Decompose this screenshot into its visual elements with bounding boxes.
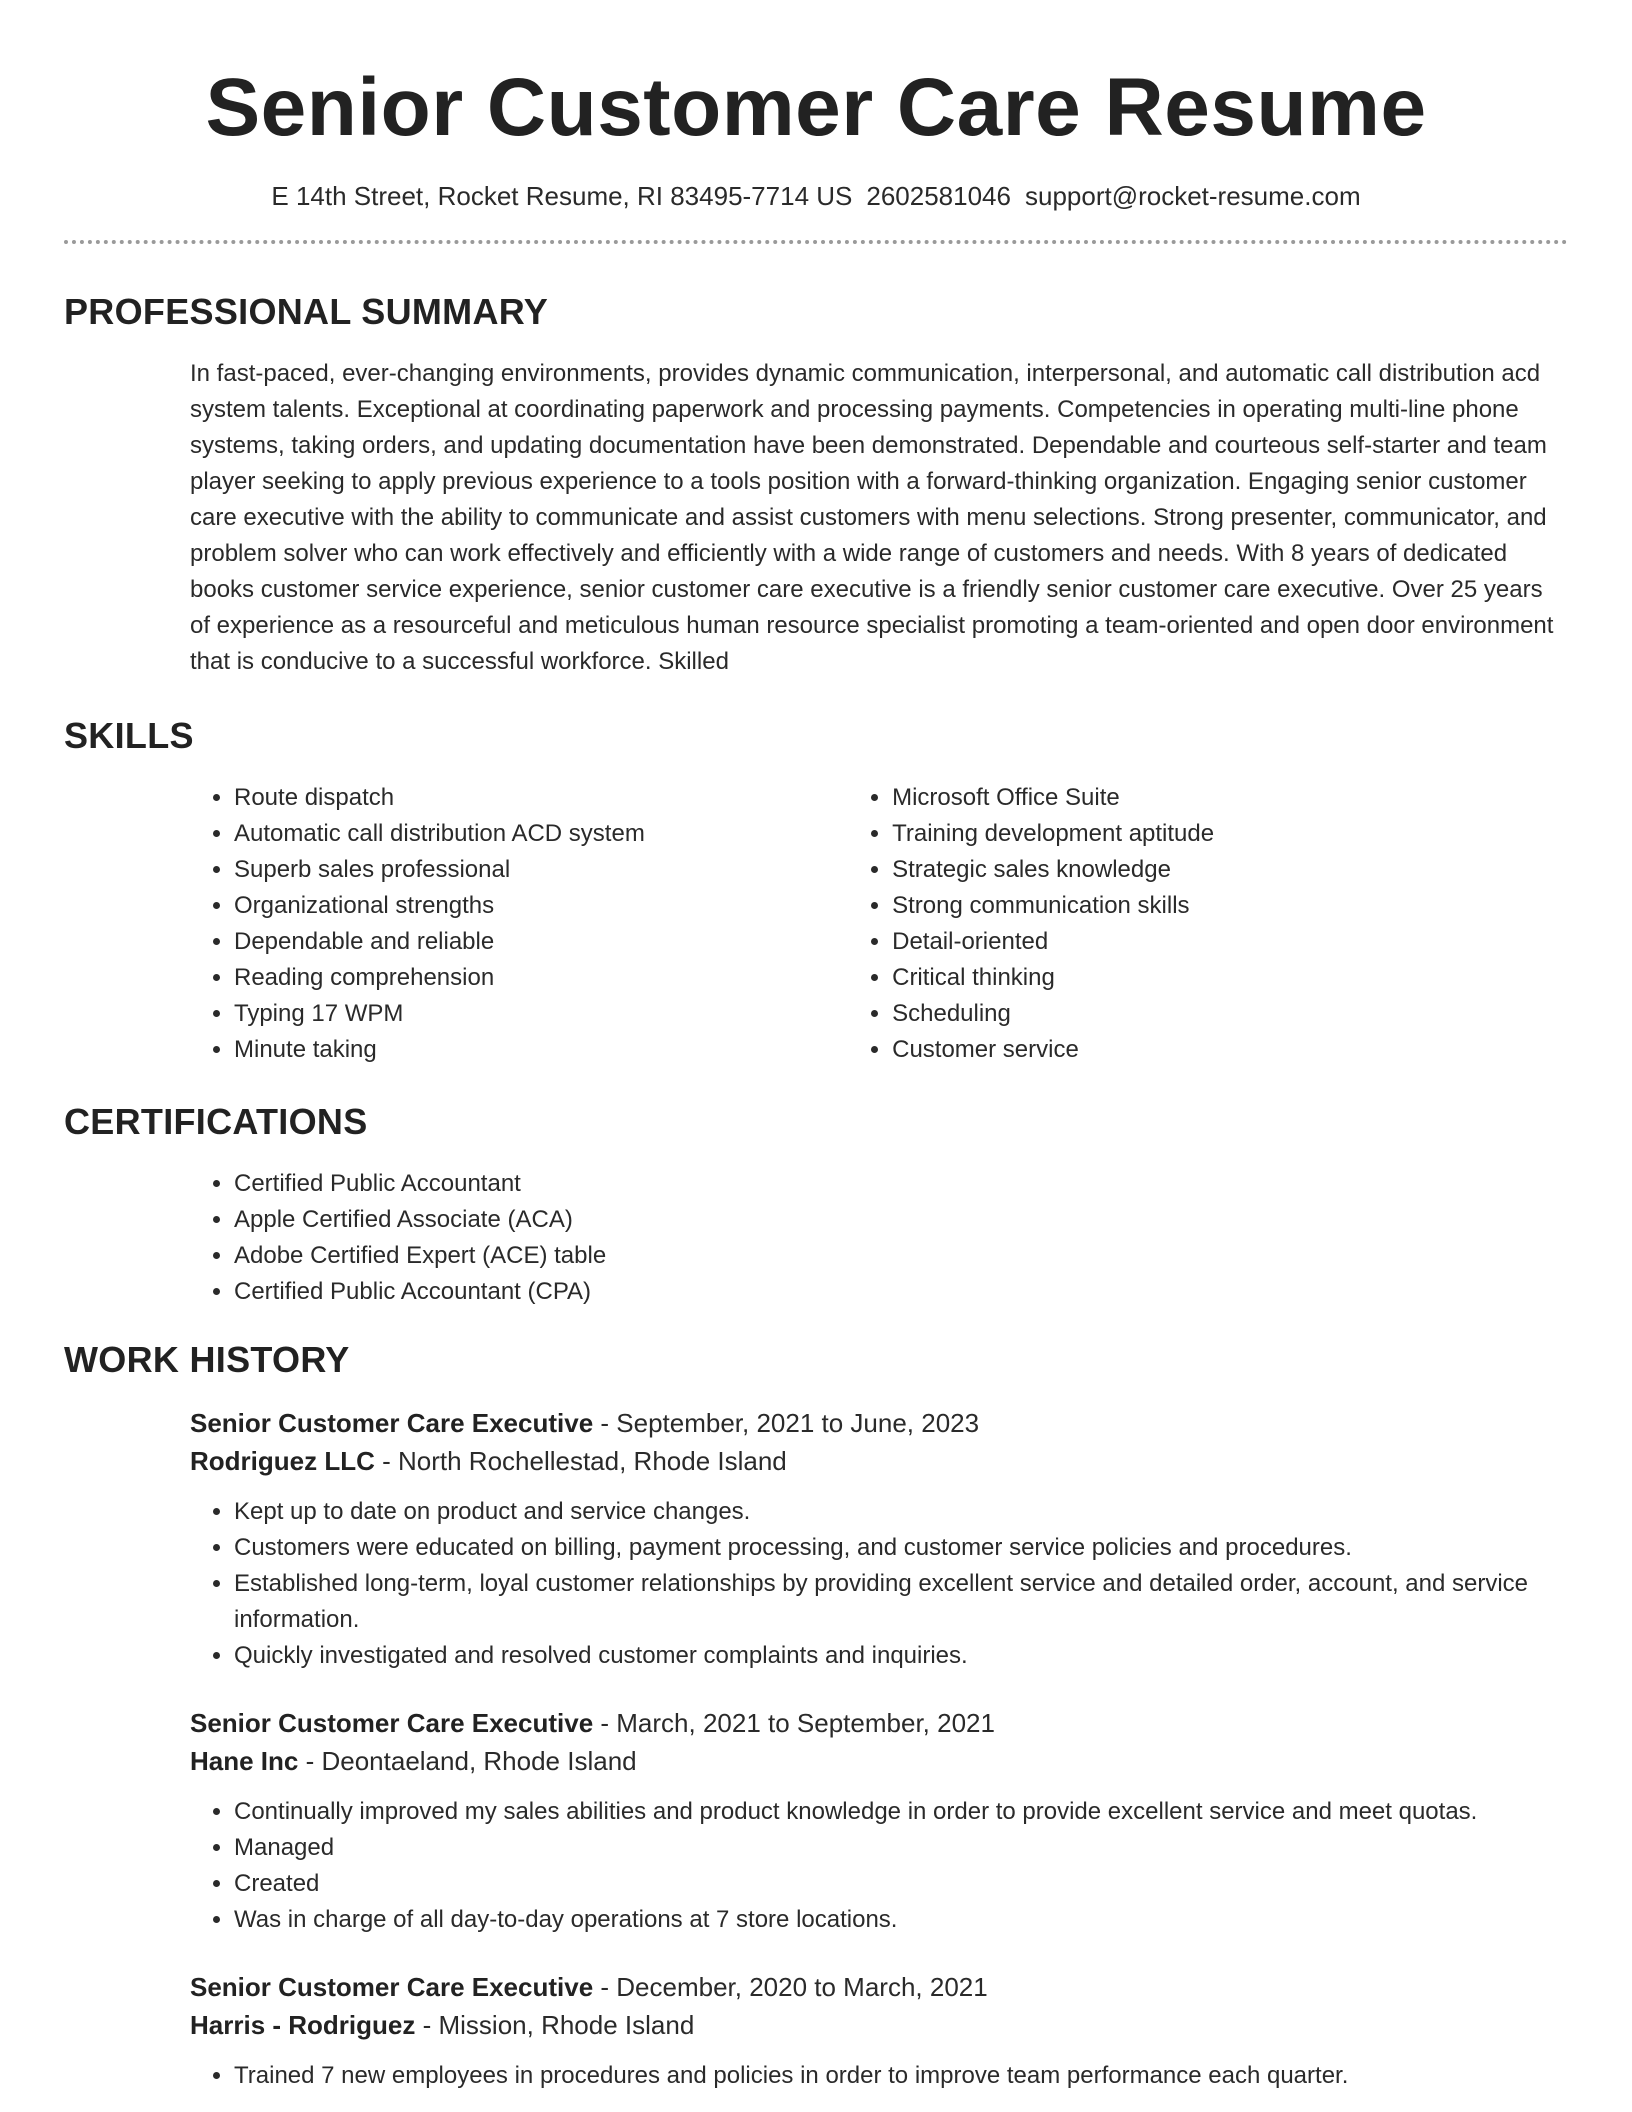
job-duty: • Managed (234, 1830, 1568, 1866)
contact-line (64, 178, 1568, 214)
job-duties-list (190, 1494, 1568, 1674)
job-separator: - (593, 1708, 617, 1738)
skill-item: • Reading comprehension (234, 960, 848, 996)
job-entry (190, 1968, 1568, 2094)
job-entry (190, 1404, 1568, 1674)
skill-item: • Detail-oriented (892, 924, 1568, 960)
job-location: Mission, Rhode Island (438, 2010, 695, 2040)
job-duty: • Trained 7 new employees in procedures and policies in order to improve team performance each quarter. (234, 2058, 1568, 2094)
job-separator: - (374, 1446, 398, 1476)
skill-item: • Critical thinking (892, 960, 1568, 996)
skill-item: • Scheduling (892, 996, 1568, 1032)
skills-column-left (190, 780, 848, 1068)
job-company: Harris - Rodriguez (190, 2010, 416, 2040)
certification-item: • Adobe Certified Expert (ACE) table (234, 1238, 1568, 1274)
job-role: Senior Customer Care Executive (190, 1408, 594, 1438)
header-divider (64, 240, 1568, 244)
job-separator: - (593, 1972, 617, 2002)
contact-phone: 2602581046 (866, 181, 1011, 211)
resume-title: Senior Customer Care Resume (205, 62, 1427, 153)
job-location: Deontaeland, Rhode Island (321, 1746, 637, 1776)
job-duty: • Established long-term, loyal customer relationships by providing excellent service and detailed order, account, and service information. (234, 1566, 1568, 1638)
job-duty: • Quickly investigated and resolved customer complaints and inquiries. (234, 1638, 1568, 1674)
skill-item: • Strong communication skills (892, 888, 1568, 924)
job-dates: March, 2021 to September, 2021 (616, 1708, 995, 1738)
job-dates: December, 2020 to March, 2021 (616, 1972, 988, 2002)
job-entry (190, 1704, 1568, 1938)
skill-item: • Training development aptitude (892, 816, 1568, 852)
job-company-line (190, 1742, 1568, 1780)
job-role-line (190, 1404, 1568, 1442)
job-role-line (190, 1968, 1568, 2006)
certification-item: • Certified Public Accountant (CPA) (234, 1274, 1568, 1310)
skill-item: • Dependable and reliable (234, 924, 848, 960)
job-company: Hane Inc (190, 1746, 299, 1776)
job-separator: - (415, 2010, 439, 2040)
job-duty: • Customers were educated on billing, payment processing, and customer service policies and procedures. (234, 1530, 1568, 1566)
section-title-skills: SKILLS (64, 715, 194, 756)
job-duty: • Created (234, 1866, 1568, 1902)
job-company-line (190, 2006, 1568, 2044)
skill-item: • Route dispatch (234, 780, 848, 816)
job-location: North Rochellestad, Rhode Island (397, 1446, 787, 1476)
job-duty: • Continually improved my sales abilities and product knowledge in order to provide excellent service and meet quotas. (234, 1794, 1568, 1830)
summary-text: In fast-paced, ever-changing environments, provides dynamic communication, interpersonal, and automatic call distribution acd system talents. Exceptional at coordinating paperwork and processing payments. Competencies in operating multi-line phone systems, taking orders, and updating documentation have been demonstrated. Dependable and courteous self-starter and team player seeking to apply previous experience to a tools position with a forward-thinking organization. Engaging senior customer care executive with the ability to communicate and assist customers with menu selections. Strong presenter, communicator, and problem solver who can work effectively and efficiently with a wide range of customers and needs. With 8 years of dedicated books customer service experience, senior customer care executive is a friendly senior customer care executive. Over 25 years of experience as a resourceful and meticulous human resource specialist promoting a team-oriented and open door environment that is conducive to a successful workforce. Skilled (190, 360, 1554, 675)
section-title-work-history: WORK HISTORY (64, 1339, 350, 1380)
certifications-list (190, 1166, 1568, 1310)
section-title-certifications: CERTIFICATIONS (64, 1101, 368, 1142)
skill-item: • Typing 17 WPM (234, 996, 848, 1032)
skill-item: • Organizational strengths (234, 888, 848, 924)
job-separator: - (298, 1746, 322, 1776)
section-title-summary: PROFESSIONAL SUMMARY (64, 291, 549, 332)
skill-item: • Automatic call distribution ACD system (234, 816, 848, 852)
job-duties-list (190, 2058, 1568, 2094)
job-dates: September, 2021 to June, 2023 (616, 1408, 980, 1438)
job-separator: - (593, 1408, 617, 1438)
job-company-line (190, 1442, 1568, 1480)
job-duty: • Was in charge of all day-to-day operations at 7 store locations. (234, 1902, 1568, 1938)
skill-item: • Superb sales professional (234, 852, 848, 888)
skills-column-right (848, 780, 1568, 1068)
skills-list (190, 780, 1568, 1068)
job-duties-list (190, 1794, 1568, 1938)
contact-address: E 14th Street, Rocket Resume, RI 83495-7714 US (271, 181, 853, 211)
job-role: Senior Customer Care Executive (190, 1708, 594, 1738)
job-role: Senior Customer Care Executive (190, 1972, 594, 2002)
resume-page (64, 0, 1568, 2094)
certification-item: • Apple Certified Associate (ACA) (234, 1202, 1568, 1238)
job-role-line (190, 1704, 1568, 1742)
contact-email[interactable]: support@rocket-resume.com (1024, 181, 1361, 211)
skill-item: • Strategic sales knowledge (892, 852, 1568, 888)
skill-item: • Microsoft Office Suite (892, 780, 1568, 816)
certification-item: • Certified Public Accountant (234, 1166, 1568, 1202)
skill-item: • Minute taking (234, 1032, 848, 1068)
job-company: Rodriguez LLC (190, 1446, 375, 1476)
skill-item: • Customer service (892, 1032, 1568, 1068)
job-duty: • Kept up to date on product and service changes. (234, 1494, 1568, 1530)
